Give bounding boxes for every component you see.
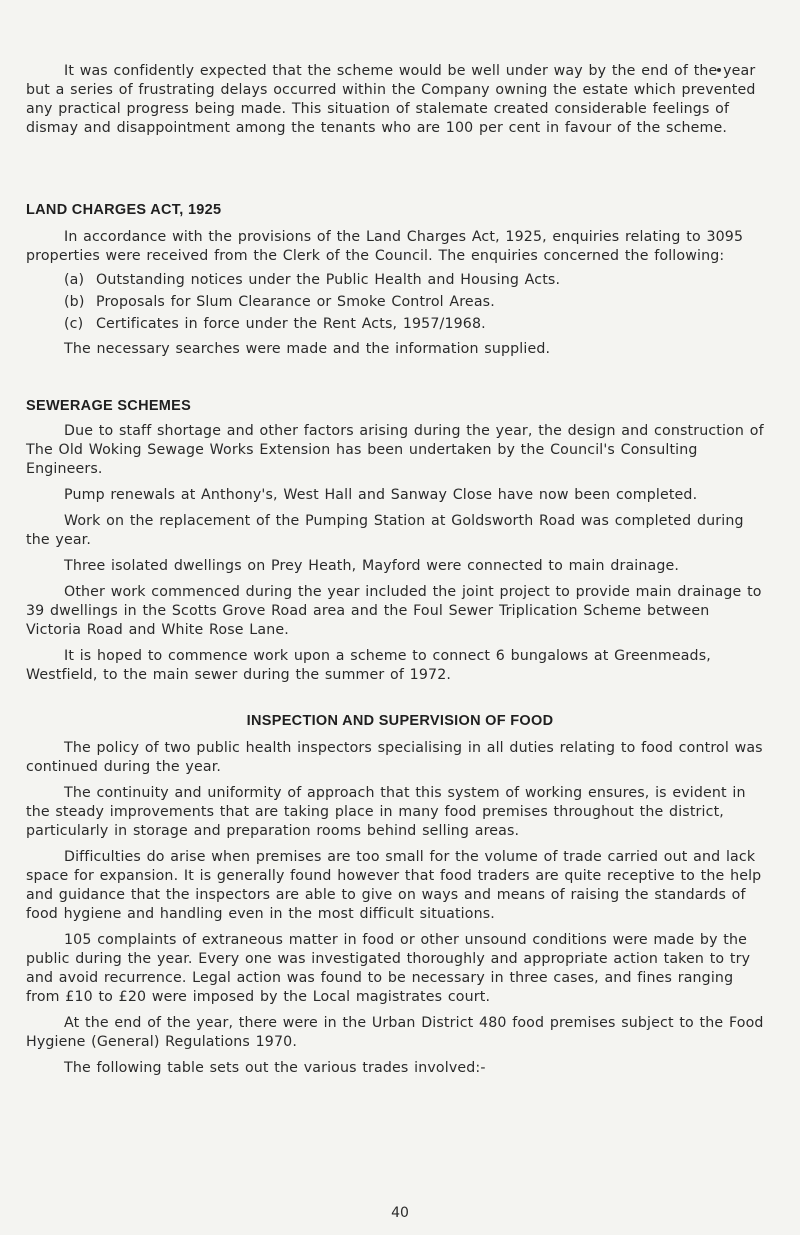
list-marker: (c) [64,316,84,332]
food-paragraph: 105 complaints of extraneous matter in food or other unsound conditions were made by the public during the year. Every one was investigated thoroughly and appropriate action taken to try and avoid recurrence. Legal action was found to be necessary in three cases, and fines ranging from £10 to £20 were imposed by the Local magistrates court. [26,932,751,1005]
food-heading: INSPECTION AND SUPERVISION OF FOOD [246,713,554,729]
food-paragraph: At the end of the year, there were in the Urban District 480 food premises subject to the Food Hygiene (General) Regulations 1970. [26,1015,764,1050]
searches-paragraph: The necessary searches were made and the information supplied. [64,341,551,357]
food-paragraph: The continuity and uniformity of approach that this system of working ensures, is evident in the steady improvements that are taking place in many food premises throughout the district, particularly in storage and preparation rooms behind selling areas. [26,785,746,839]
sewerage-paragraph: Work on the replacement of the Pumping Station at Goldsworth Road was completed during the year. [26,513,744,548]
food-block [26,739,766,1078]
list-text: Certificates in force under the Rent Acts, 1957/1968. [96,316,486,332]
food-paragraph: The policy of two public health inspectors specialising in all duties relating to food control was continued during the year. [26,740,763,775]
enquiry-list [64,271,766,334]
land-charges-block [26,228,766,359]
sewerage-block [26,422,766,685]
list-item [64,315,766,334]
list-item [64,271,766,290]
sewerage-paragraph: It is hoped to commence work upon a scheme to connect 6 bungalows at Greenmeads, Westfield, to the main sewer during the summer of 1972. [26,648,711,683]
sewerage-paragraph: Pump renewals at Anthony's, West Hall and Sanway Close have now been completed. [64,487,698,503]
list-text: Proposals for Slum Clearance or Smoke Control Areas. [96,294,495,310]
food-paragraph: Difficulties do arise when premises are too small for the volume of trade carried out and lack space for expansion. It is generally found however that food traders are quite receptive to the help and guidance that the inspectors are able to give on ways and means of raising the standards of food hygiene and handling even in the most difficult situations. [26,849,762,922]
sewerage-paragraph: Three isolated dwellings on Prey Heath, Mayford were connected to main drainage. [64,558,680,574]
land-charges-heading: LAND CHARGES ACT, 1925 [26,202,222,218]
list-marker: (b) [64,294,85,310]
list-marker: (a) [64,272,85,288]
land-charges-paragraph: In accordance with the provisions of the Land Charges Act, 1925, enquiries relating to 3095 properties were received from the Clerk of the Council. The enquiries concerned the following: [26,229,744,264]
list-item [64,293,766,312]
page-number: 40 [391,1205,409,1221]
list-text: Outstanding notices under the Public Health and Housing Acts. [96,272,561,288]
food-paragraph: The following table sets out the various trades involved:- [64,1060,486,1076]
intro-paragraph: It was confidently expected that the scheme would be well under way by the end of the year but a series of frustrating delays occurred within the Company owning the estate which prevented any practical progress being made. This situation of stalemate created considerable feelings of dismay and disappointment among the tenants who are 100 per cent in favour of the scheme. [26,63,756,136]
intro-block [26,62,766,138]
sewerage-heading: SEWERAGE SCHEMES [26,398,192,414]
sewerage-paragraph: Due to staff shortage and other factors arising during the year, the design and construction of The Old Woking Sewage Works Extension has been undertaken by the Council's Consulting Engineers. [26,423,764,477]
sewerage-paragraph: Other work commenced during the year included the joint project to provide main drainage to 39 dwellings in the Scotts Grove Road area and the Foul Sewer Triplication Scheme between Victoria Road and White Rose Lane. [26,584,762,638]
